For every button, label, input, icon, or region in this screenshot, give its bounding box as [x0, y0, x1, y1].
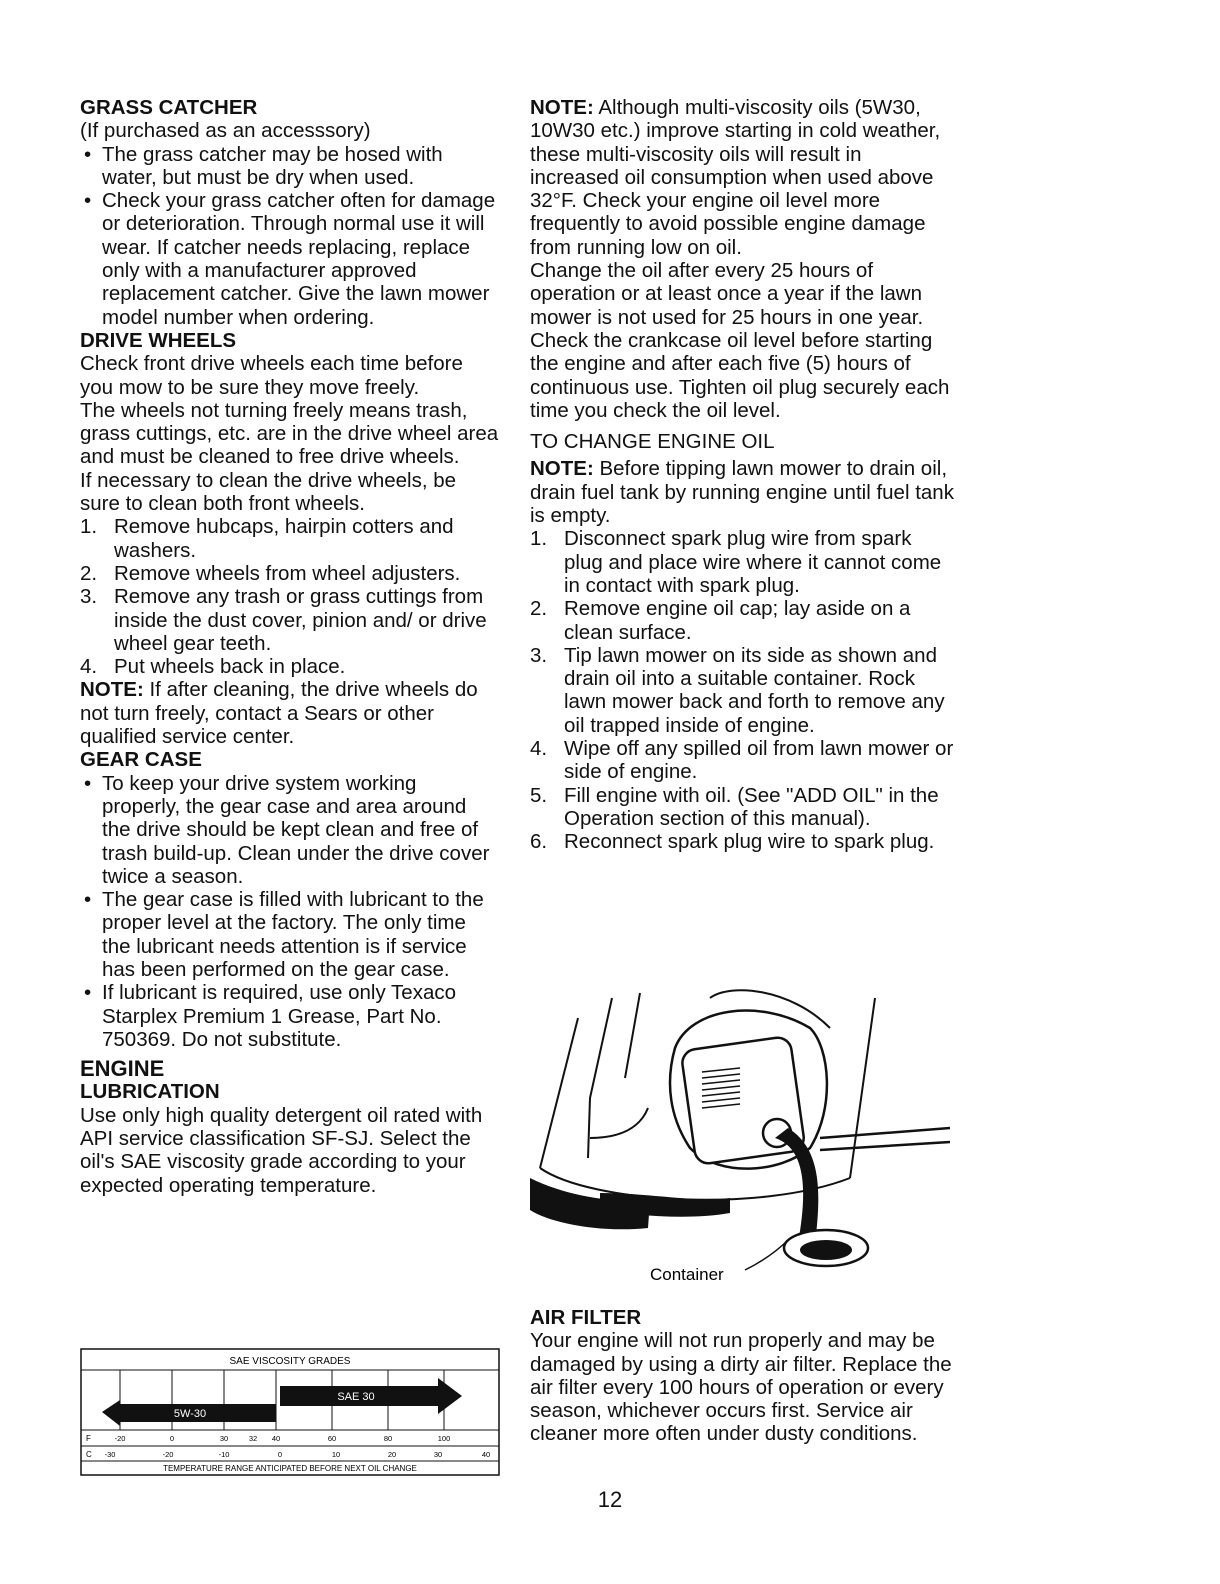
list-item [530, 830, 955, 853]
step-number: 6. [530, 830, 548, 854]
tick-label: 20 [387, 1450, 397, 1459]
drive-wheels-note [80, 678, 500, 748]
change-oil-steps [530, 527, 955, 853]
oil-drain-illustration [530, 988, 955, 1288]
leader-line [745, 1240, 788, 1270]
list-item [80, 562, 500, 585]
tick-label: 0 [277, 1450, 283, 1459]
chart-title: SAE VISCOSITY GRADES [229, 1356, 351, 1367]
drive-wheels-steps [80, 515, 500, 678]
note-label: NOTE: [80, 678, 144, 702]
list-item [530, 784, 955, 831]
tick-label: 80 [383, 1434, 393, 1443]
step-number: 4. [80, 655, 98, 679]
air-cleaner-box [681, 1036, 806, 1165]
tick-label: -20 [162, 1450, 174, 1459]
grass-catcher-subtitle: (If purchased as an accesssory) [80, 119, 371, 143]
step-number: 2. [530, 597, 548, 621]
list-item [530, 597, 955, 644]
lubrication-text: Use only high quality detergent oil rated with API service classification SF-SJ. Select the oil's SAE viscosity grade according to your expected operating temperature. [80, 1103, 483, 1197]
c-axis-label: C [86, 1450, 92, 1459]
step-text: Wipe off any spilled oil from lawn mower or side of engine. [564, 737, 954, 784]
list-item [80, 655, 500, 678]
step-text: Fill engine with oil. (See "ADD OIL" in the Operation section of this manual). [564, 783, 939, 830]
gear-case-heading: GEAR CASE [80, 748, 202, 772]
5w30-label: 5W-30 [173, 1408, 207, 1420]
paragraph: Check the crankcase oil level before starting the engine and after each five (5) hours of continuous use. Tighten oil plug securely each time you check the oil level. [530, 328, 950, 422]
note-label: NOTE: [530, 457, 594, 481]
step-text: Disconnect spark plug wire from spark plug and place wire where it cannot come in contact with spark plug. [564, 527, 942, 597]
paragraph: Check front drive wheels each time before you mow to be sure they move freely. [80, 352, 463, 399]
step-text: Reconnect spark plug wire to spark plug. [564, 830, 935, 854]
right-column [530, 96, 955, 854]
note-text: If after cleaning, the drive wheels do not turn freely, contact a Sears or other qualified service center. [80, 678, 478, 749]
list-item [530, 644, 955, 737]
step-text: Remove hubcaps, hairpin cotters and washers. [114, 515, 454, 562]
tick-label: -20 [114, 1434, 126, 1443]
page-number: 12 [597, 1487, 623, 1512]
air-filter-text: Your engine will not run properly and may be damaged by using a dirty air filter. Replace the air filter every 100 hours of operation or every season, whichever occurs first. Service air cleaner more often under dusty conditions. [530, 1329, 952, 1446]
tick-label: 32 [248, 1434, 258, 1443]
viscosity-chart [80, 1348, 500, 1476]
fuel-note [530, 457, 955, 527]
tick-label: 100 [437, 1434, 451, 1443]
air-filter-heading: AIR FILTER [530, 1306, 642, 1329]
tick-label: 60 [327, 1434, 337, 1443]
list-item: • If lubricant is required, use only Texaco Starplex Premium 1 Grease, Part No. 750369. Do not substitute. [80, 981, 500, 1051]
engine-heading: ENGINE [80, 1056, 165, 1082]
note-text: Although multi-viscosity oils (5W30, 10W30 etc.) improve starting in cold weather, these multi-viscosity oils will result in increased oil consumption when used above 32°F. Check your engine oil level more frequently to avoid possible engine damage from running low on oil. [530, 96, 941, 259]
paragraph: Change the oil after every 25 hours of operation or at least once a year if the lawn mower is not used for 25 hours in one year. [530, 259, 924, 329]
air-filter-section [530, 1306, 955, 1446]
tick-label: 0 [169, 1434, 175, 1443]
oil-in-container [800, 1240, 852, 1260]
tick-label: 30 [433, 1450, 443, 1459]
list-item: • The gear case is filled with lubricant to the proper level at the factory. The only time the lubricant needs attention is if service has been performed on the gear case. [80, 888, 500, 981]
list-item: • The grass catcher may be hosed with water, but must be dry when used. [80, 143, 500, 190]
paragraph: The wheels not turning freely means trash, grass cuttings, etc. are in the drive wheel area and must be cleaned to free drive wheels. [80, 398, 499, 469]
list-item [530, 737, 955, 784]
step-number: 1. [80, 515, 98, 539]
chart-footer: TEMPERATURE RANGE ANTICIPATED BEFORE NEXT OIL CHANGE [163, 1464, 417, 1473]
list-item [80, 585, 500, 655]
change-oil-heading: TO CHANGE ENGINE OIL [530, 430, 775, 454]
list-item: • To keep your drive system working properly, the gear case and area around the drive should be kept clean and free of trash build-up. Clean under the drive cover twice a season. [80, 772, 500, 888]
step-text: Remove wheels from wheel adjusters. [114, 561, 461, 585]
step-text: Remove any trash or grass cuttings from inside the dust cover, pinion and/ or drive wheel gear teeth. [114, 585, 487, 655]
step-text: Put wheels back in place. [114, 655, 346, 679]
tick-label: 40 [481, 1450, 491, 1459]
step-number: 5. [530, 783, 548, 807]
step-number: 2. [80, 561, 98, 585]
left-column [80, 96, 500, 1197]
tick-label: -10 [218, 1450, 230, 1459]
viscosity-note [530, 96, 955, 259]
paragraph: If necessary to clean the drive wheels, be sure to clean both front wheels. [80, 468, 457, 516]
f-axis-label: F [86, 1434, 91, 1443]
step-number: 3. [530, 643, 548, 667]
step-number: 4. [530, 737, 548, 761]
grass-catcher-list [80, 143, 500, 329]
grass-catcher-heading: GRASS CATCHER [80, 96, 258, 119]
tick-label: 40 [271, 1434, 281, 1443]
lubrication-heading: LUBRICATION [80, 1080, 220, 1104]
step-number: 3. [80, 585, 98, 609]
sae30-label: SAE 30 [337, 1391, 375, 1403]
drive-wheels-heading: DRIVE WHEELS [80, 328, 237, 352]
step-number: 1. [530, 527, 548, 551]
tick-label: 30 [219, 1434, 229, 1443]
tick-label: -30 [104, 1450, 116, 1459]
container-caption: Container [650, 1265, 724, 1284]
note-label: NOTE: [530, 96, 594, 119]
step-text: Tip lawn mower on its side as shown and drain oil into a suitable container. Rock lawn mower back and forth to remove any oil trapped inside of engine. [564, 643, 945, 737]
note-text: Before tipping lawn mower to drain oil, drain fuel tank by running engine until fuel tank is empty. [530, 457, 954, 528]
list-item [530, 527, 955, 597]
list-item: • Check your grass catcher often for damage or deterioration. Through normal use it will wear. If catcher needs replacing, replace only with a manufacturer approved replacement catcher. Give the lawn mower model number when ordering. [80, 189, 500, 329]
gear-case-list [80, 772, 500, 1052]
handle-bar [820, 1128, 950, 1150]
tick-label: 10 [331, 1450, 341, 1459]
step-text: Remove engine oil cap; lay aside on a clean surface. [564, 597, 911, 644]
list-item [80, 515, 500, 562]
